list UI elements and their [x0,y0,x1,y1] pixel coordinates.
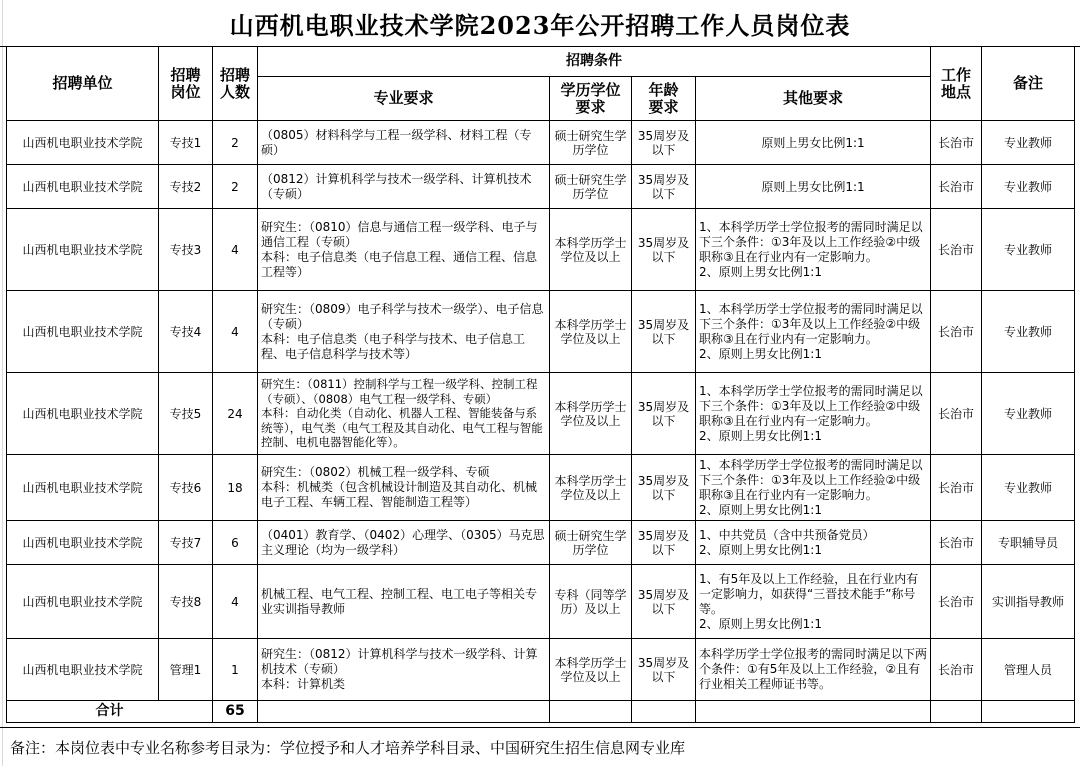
cell-major[interactable]: 研究生：（0810）信息与通信工程一级学科、电子与通信工程（专硕） 本科：电子信息类（电子信息工程、通信工程、信息工程等） [258,209,550,291]
cell-unit[interactable]: 山西机电职业技术学院 [7,455,159,521]
cell-count[interactable]: 2 [213,165,258,209]
cell-other[interactable]: 1、本科学历学士学位报考的需同时满足以下三个条件：①3年及以上工作经验②中级职称③且在行业内有一定影响力。 2、原则上男女比例1:1 [696,291,931,373]
cell-notes[interactable]: 专业教师 [982,165,1075,209]
cell-location[interactable]: 长治市 [931,121,982,165]
cell-unit[interactable]: 山西机电职业技术学院 [7,521,159,565]
cell-age[interactable]: 35周岁及 以下 [632,521,696,565]
header-other[interactable]: 其他要求 [696,77,931,121]
cell-notes[interactable]: 专业教师 [982,121,1075,165]
cell-location[interactable]: 长治市 [931,521,982,565]
recruitment-table [6,46,1075,723]
header-position[interactable]: 招聘 岗位 [159,47,213,121]
cell-other[interactable]: 1、有5年及以上工作经验，且在行业内有一定影响力，如获得“三晋技术能手”称号等。 2、原则上男女比例1:1 [696,565,931,639]
cell-position[interactable]: 专技6 [159,455,213,521]
total-label[interactable]: 合计 [7,701,213,723]
table-row [7,291,1075,373]
cell-age[interactable]: 35周岁及 以下 [632,455,696,521]
empty-cell[interactable] [632,701,696,723]
cell-other[interactable]: 1、本科学历学士学位报考的需同时满足以下三个条件：①3年及以上工作经验②中级职称③且在行业内有一定影响力。 2、原则上男女比例1:1 [696,455,931,521]
cell-major[interactable]: 研究生：（0802）机械工程一级学科、专硕 本科：机械类（包含机械设计制造及其自动化、机械电子工程、车辆工程、智能制造工程等） [258,455,550,521]
grid-line [2,0,3,766]
cell-other[interactable]: 1、本科学历学士学位报考的需同时满足以下三个条件：①3年及以上工作经验②中级职称③且在行业内有一定影响力。 2、原则上男女比例1:1 [696,373,931,455]
cell-unit[interactable]: 山西机电职业技术学院 [7,121,159,165]
cell-position[interactable]: 专技2 [159,165,213,209]
cell-major[interactable]: 研究生：（0812）计算机科学与技术一级学科、计算机技术（专硕） 本科：计算机类 [258,639,550,701]
cell-unit[interactable]: 山西机电职业技术学院 [7,639,159,701]
cell-position[interactable]: 专技5 [159,373,213,455]
cell-location[interactable]: 长治市 [931,639,982,701]
cell-notes[interactable]: 专业教师 [982,455,1075,521]
cell-location[interactable]: 长治市 [931,209,982,291]
empty-cell[interactable] [550,701,632,723]
total-value[interactable]: 65 [213,701,258,723]
cell-other[interactable]: 1、中共党员（含中共预备党员） 2、原则上男女比例1:1 [696,521,931,565]
cell-degree[interactable]: 专科（同等学 历）及以上 [550,565,632,639]
cell-other[interactable]: 1、本科学历学士学位报考的需同时满足以下三个条件：①3年及以上工作经验②中级职称③且在行业内有一定影响力。 2、原则上男女比例1:1 [696,209,931,291]
cell-notes[interactable]: 实训指导教师 [982,565,1075,639]
header-unit[interactable]: 招聘单位 [7,47,159,121]
header-major[interactable]: 专业要求 [258,77,550,121]
cell-age[interactable]: 35周岁及 以下 [632,121,696,165]
table-row [7,521,1075,565]
cell-location[interactable]: 长治市 [931,565,982,639]
cell-degree[interactable]: 硕士研究生学 历学位 [550,121,632,165]
table-row [7,121,1075,165]
cell-count[interactable]: 4 [213,565,258,639]
cell-count[interactable]: 1 [213,639,258,701]
footer-note[interactable]: 备注：本岗位表中专业名称参考目录为：学位授予和人才培养学科目录、中国研究生招生信息网专业库 [0,727,1080,766]
empty-cell[interactable] [982,701,1075,723]
total-row [7,701,1075,723]
empty-cell[interactable] [258,701,550,723]
cell-degree[interactable]: 本科学历学士 学位及以上 [550,209,632,291]
cell-position[interactable]: 专技4 [159,291,213,373]
cell-notes[interactable]: 专业教师 [982,373,1075,455]
cell-position[interactable]: 专技1 [159,121,213,165]
cell-count[interactable]: 24 [213,373,258,455]
cell-other[interactable]: 本科学历学士学位报考的需同时满足以下两个条件：①有5年及以上工作经验，②且有行业相关工程师证书等。 [696,639,931,701]
cell-age[interactable]: 35周岁及 以下 [632,165,696,209]
cell-unit[interactable]: 山西机电职业技术学院 [7,209,159,291]
header-degree[interactable]: 学历学位 要求 [550,77,632,121]
cell-notes[interactable]: 专业教师 [982,291,1075,373]
cell-age[interactable]: 35周岁及 以下 [632,565,696,639]
table-row [7,373,1075,455]
cell-location[interactable]: 长治市 [931,291,982,373]
cell-count[interactable]: 4 [213,209,258,291]
header-row-1 [7,47,1075,77]
cell-other[interactable]: 原则上男女比例1:1 [696,165,931,209]
cell-age[interactable]: 35周岁及 以下 [632,373,696,455]
header-count[interactable]: 招聘 人数 [213,47,258,121]
cell-position[interactable]: 专技8 [159,565,213,639]
table-row [7,565,1075,639]
header-conditions[interactable]: 招聘条件 [258,47,931,77]
cell-degree[interactable]: 硕士研究生学 历学位 [550,521,632,565]
table-row [7,455,1075,521]
cell-position[interactable]: 管理1 [159,639,213,701]
cell-other[interactable]: 原则上男女比例1:1 [696,121,931,165]
cell-age[interactable]: 35周岁及 以下 [632,639,696,701]
header-location[interactable]: 工作 地点 [931,47,982,121]
cell-major[interactable]: 机械工程、电气工程、控制工程、电工电子等相关专业实训指导教师 [258,565,550,639]
cell-age[interactable]: 35周岁及 以下 [632,209,696,291]
cell-major[interactable]: （0805）材料科学与工程一级学科、材料工程（专硕） [258,121,550,165]
empty-cell[interactable] [931,701,982,723]
cell-degree[interactable]: 硕士研究生学 历学位 [550,165,632,209]
cell-major[interactable]: （0812）计算机科学与技术一级学科、计算机技术（专硕） [258,165,550,209]
header-notes[interactable]: 备注 [982,47,1075,121]
cell-location[interactable]: 长治市 [931,165,982,209]
cell-position[interactable]: 专技7 [159,521,213,565]
cell-unit[interactable]: 山西机电职业技术学院 [7,373,159,455]
cell-age[interactable]: 35周岁及 以下 [632,291,696,373]
empty-cell[interactable] [696,701,931,723]
cell-location[interactable]: 长治市 [931,373,982,455]
cell-major[interactable]: 研究生：（0809）电子科学与技术一级学）、电子信息（专硕） 本科：电子信息类（电子科学与技术、电子信息工程、电子信息科学与技术等） [258,291,550,373]
cell-degree[interactable]: 本科学历学士 学位及以上 [550,639,632,701]
cell-count[interactable]: 2 [213,121,258,165]
cell-notes[interactable]: 管理人员 [982,639,1075,701]
cell-notes[interactable]: 专业教师 [982,209,1075,291]
table-row [7,639,1075,701]
cell-unit[interactable]: 山西机电职业技术学院 [7,565,159,639]
cell-degree[interactable]: 本科学历学士 学位及以上 [550,373,632,455]
cell-degree[interactable]: 本科学历学士 学位及以上 [550,291,632,373]
cell-major[interactable]: （0401）教育学、（0402）心理学、（0305）马克思主义理论（均为一级学科） [258,521,550,565]
table-row [7,209,1075,291]
cell-location[interactable]: 长治市 [931,455,982,521]
cell-major[interactable]: 研究生：（0811）控制科学与工程一级学科、控制工程（专硕）、（0808）电气工程一级学科、专硕） 本科：自动化类（自动化、机器人工程、智能装备与系统等），电气类（电气工程及其自动化、电气工程与智能控制、电机电器智能化等）。 [258,373,550,455]
cell-unit[interactable]: 山西机电职业技术学院 [7,165,159,209]
cell-unit[interactable]: 山西机电职业技术学院 [7,291,159,373]
cell-degree[interactable]: 本科学历学士 学位及以上 [550,455,632,521]
table-row [7,165,1075,209]
cell-notes[interactable]: 专职辅导员 [982,521,1075,565]
cell-position[interactable]: 专技3 [159,209,213,291]
page-title: 山西机电职业技术学院2023年公开招聘工作人员岗位表 [0,0,1080,47]
cell-count[interactable]: 18 [213,455,258,521]
header-age[interactable]: 年龄 要求 [632,77,696,121]
cell-count[interactable]: 4 [213,291,258,373]
cell-count[interactable]: 6 [213,521,258,565]
